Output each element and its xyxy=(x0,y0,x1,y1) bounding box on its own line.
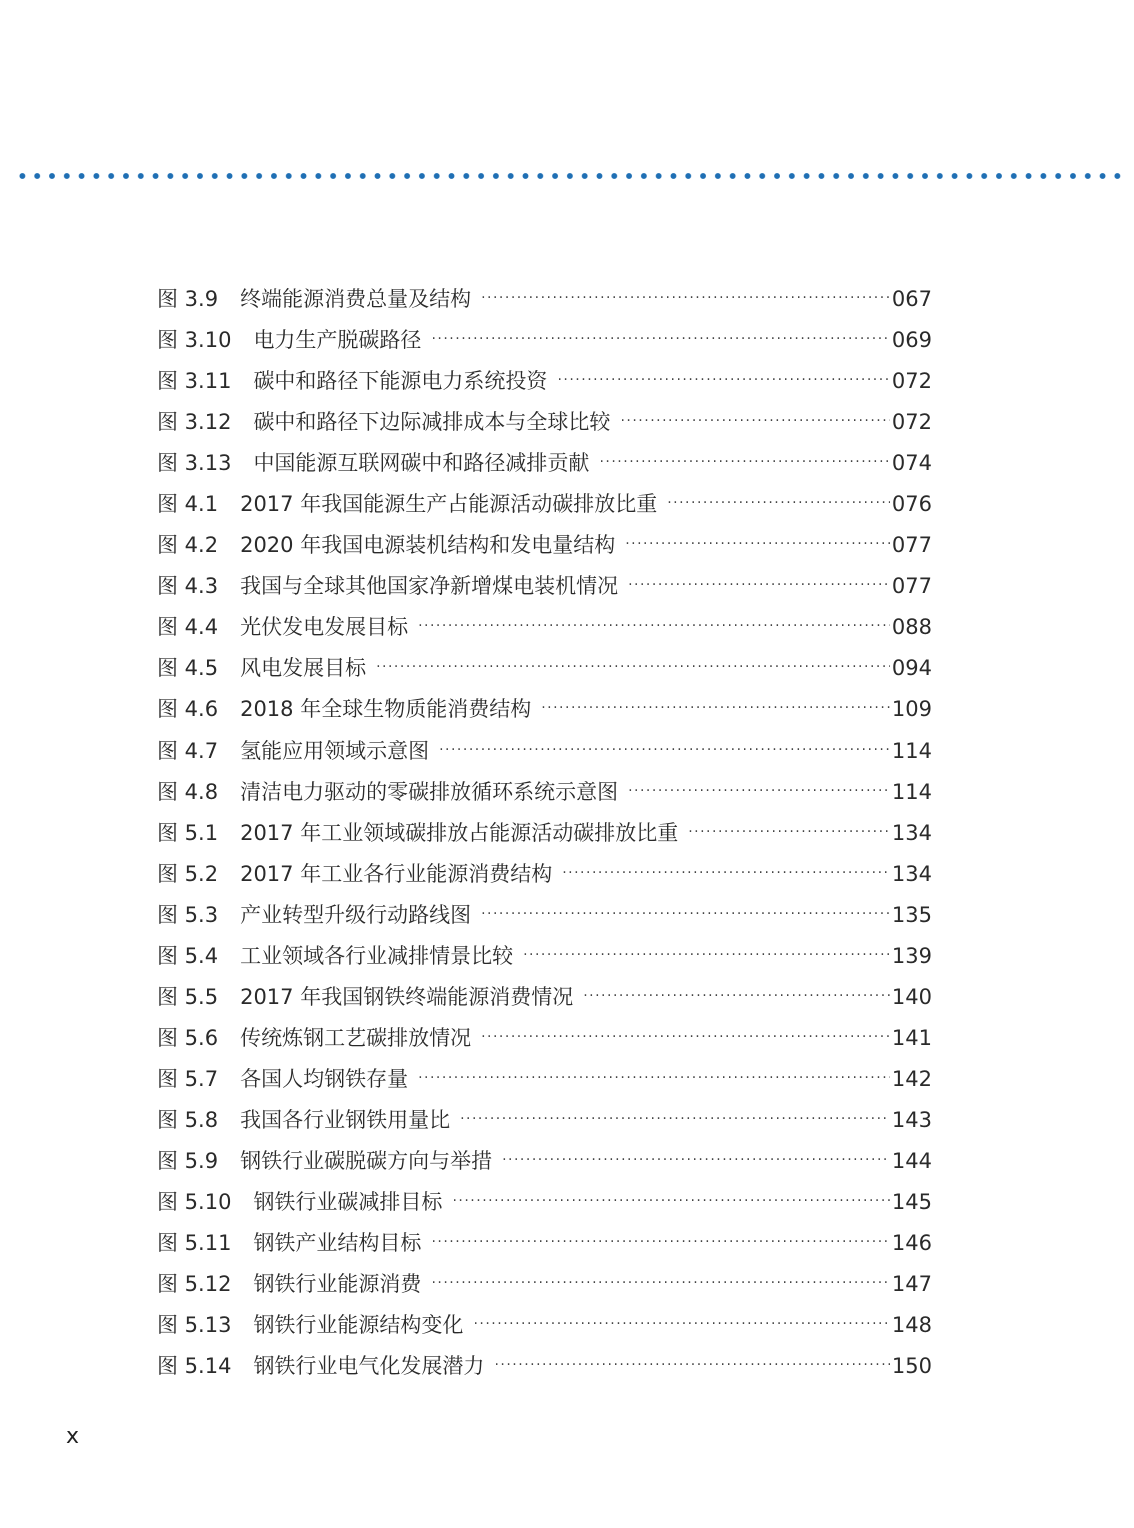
page-number: 146 xyxy=(891,1231,932,1256)
dot-leader xyxy=(376,647,890,688)
page-number: 143 xyxy=(891,1107,932,1132)
figure-title: 2017 年我国钢铁终端能源消费情况 xyxy=(240,984,574,1009)
page-folio: x xyxy=(66,1424,80,1449)
toc-entry[interactable] xyxy=(157,648,932,689)
page-number: 072 xyxy=(891,369,932,394)
figure-title: 氢能应用领域示意图 xyxy=(240,738,430,763)
page-number: 074 xyxy=(891,451,932,476)
figure-title: 钢铁行业碳脱碳方向与举措 xyxy=(240,1148,493,1173)
figure-number: 图 5.1 xyxy=(157,820,219,845)
dot-leader xyxy=(494,1345,889,1386)
figure-number: 图 3.13 xyxy=(157,451,232,476)
toc-entry[interactable] xyxy=(157,1059,932,1100)
figure-title: 风电发展目标 xyxy=(240,656,367,681)
dot-leader xyxy=(599,442,889,483)
figure-number: 图 5.8 xyxy=(157,1107,219,1132)
dot-leader xyxy=(431,1222,889,1263)
figure-number: 图 5.6 xyxy=(157,1025,219,1050)
figure-title: 产业转型升级行动路线图 xyxy=(240,902,472,927)
page-number: 077 xyxy=(891,533,932,558)
figure-number: 图 5.11 xyxy=(157,1231,232,1256)
figure-title: 各国人均钢铁存量 xyxy=(240,1066,409,1091)
figure-title: 碳中和路径下能源电力系统投资 xyxy=(253,369,548,394)
dot-leader xyxy=(557,360,889,401)
figure-number: 图 5.4 xyxy=(157,943,219,968)
figure-title: 清洁电力驱动的零碳排放循环系统示意图 xyxy=(240,779,619,804)
toc-entry[interactable] xyxy=(157,320,932,361)
toc-entry[interactable] xyxy=(157,895,932,936)
page-number: 141 xyxy=(891,1025,932,1050)
page-number: 145 xyxy=(891,1190,932,1215)
figure-title: 我国各行业钢铁用量比 xyxy=(240,1107,451,1132)
page-number: 139 xyxy=(891,943,932,968)
figure-title: 电力生产脱碳路径 xyxy=(253,328,422,353)
figure-title: 终端能源消费总量及结构 xyxy=(240,287,472,311)
dot-leader xyxy=(628,771,890,812)
dot-leader xyxy=(502,1140,890,1181)
dotted-header-rule xyxy=(15,172,1125,180)
figure-title: 2017 年工业领域碳排放占能源活动碳排放比重 xyxy=(240,820,679,845)
page-number: 109 xyxy=(891,697,932,722)
figure-title: 传统炼钢工艺碳排放情况 xyxy=(240,1025,472,1050)
dot-leader xyxy=(625,524,890,565)
figure-number: 图 5.12 xyxy=(157,1272,232,1297)
dot-leader xyxy=(418,1058,890,1099)
figure-title: 工业领域各行业减排情景比较 xyxy=(240,943,514,968)
page-number: 150 xyxy=(891,1354,932,1379)
page-number: 088 xyxy=(891,615,932,640)
dot-leader xyxy=(460,1099,890,1140)
figure-title: 2017 年我国能源生产占能源活动碳排放比重 xyxy=(240,492,658,517)
figure-number: 图 4.4 xyxy=(157,615,219,640)
toc-entry[interactable] xyxy=(157,566,932,607)
figure-number: 图 4.5 xyxy=(157,656,219,681)
dot-leader xyxy=(431,1263,889,1304)
dot-leader xyxy=(439,730,890,771)
figure-title: 钢铁行业能源消费 xyxy=(253,1272,422,1297)
toc-entry[interactable] xyxy=(157,402,932,443)
page-number: 077 xyxy=(891,574,932,599)
figure-number: 图 5.10 xyxy=(157,1190,232,1215)
dot-leader xyxy=(523,935,890,976)
toc-entry[interactable] xyxy=(157,813,932,854)
figure-number: 图 4.2 xyxy=(157,533,219,558)
figure-title: 钢铁行业碳减排目标 xyxy=(253,1190,443,1215)
figure-title: 碳中和路径下边际减排成本与全球比较 xyxy=(253,410,611,435)
figure-title: 2017 年工业各行业能源消费结构 xyxy=(240,861,553,886)
figure-number: 图 4.8 xyxy=(157,779,219,804)
toc-entry[interactable] xyxy=(157,1305,932,1346)
figure-number: 图 5.13 xyxy=(157,1313,232,1338)
page-number: 067 xyxy=(891,287,932,311)
figure-title: 钢铁产业结构目标 xyxy=(253,1231,422,1256)
figure-number: 图 5.5 xyxy=(157,984,219,1009)
page-number: 134 xyxy=(891,820,932,845)
toc-entry[interactable] xyxy=(157,525,932,566)
dot-leader xyxy=(688,812,890,853)
dot-leader xyxy=(620,401,889,442)
dot-leader xyxy=(418,606,890,647)
figure-number: 图 3.11 xyxy=(157,369,232,394)
figure-number: 图 5.3 xyxy=(157,902,219,927)
toc-entry[interactable] xyxy=(157,1182,932,1223)
toc-entry[interactable] xyxy=(157,772,932,813)
figure-title: 中国能源互联网碳中和路径减排贡献 xyxy=(253,451,590,476)
figure-title: 我国与全球其他国家净新增煤电装机情况 xyxy=(240,574,619,599)
figure-number: 图 5.7 xyxy=(157,1066,219,1091)
page-number: 069 xyxy=(891,328,932,353)
figure-title: 钢铁行业电气化发展潜力 xyxy=(253,1354,485,1379)
dot-leader xyxy=(667,483,890,524)
toc-entry[interactable] xyxy=(157,484,932,525)
figure-number: 图 5.14 xyxy=(157,1354,232,1379)
page-number: 148 xyxy=(891,1313,932,1338)
dot-leader xyxy=(628,565,890,606)
toc-entry[interactable] xyxy=(157,1141,932,1182)
toc-entry[interactable] xyxy=(157,1100,932,1141)
dot-leader xyxy=(473,1304,889,1345)
figure-number: 图 5.2 xyxy=(157,861,219,886)
toc-entry[interactable] xyxy=(157,443,932,484)
page-number: 134 xyxy=(891,861,932,886)
figure-number: 图 5.9 xyxy=(157,1148,219,1173)
page-number: 142 xyxy=(891,1066,932,1091)
figure-title: 钢铁行业能源结构变化 xyxy=(253,1313,464,1338)
figure-number: 图 3.12 xyxy=(157,410,232,435)
dot-leader xyxy=(541,688,890,729)
figure-number: 图 4.1 xyxy=(157,492,219,517)
page-number: 114 xyxy=(891,779,932,804)
page-number: 144 xyxy=(891,1148,932,1173)
page-number: 094 xyxy=(891,656,932,681)
toc-entry[interactable] xyxy=(157,1018,932,1059)
figure-list-of-contents xyxy=(157,279,932,1387)
figure-number: 图 3.10 xyxy=(157,328,232,353)
figure-number: 图 4.7 xyxy=(157,738,219,763)
toc-entry[interactable] xyxy=(157,977,932,1018)
toc-entry[interactable] xyxy=(157,607,932,648)
figure-title: 2018 年全球生物质能消费结构 xyxy=(240,697,532,722)
page-number: 147 xyxy=(891,1272,932,1297)
toc-entry[interactable] xyxy=(157,854,932,895)
figure-title: 2020 年我国电源装机结构和发电量结构 xyxy=(240,533,616,558)
figure-number: 图 4.6 xyxy=(157,697,219,722)
figure-number: 图 3.9 xyxy=(157,287,219,311)
page-number: 114 xyxy=(891,738,932,763)
page-number: 140 xyxy=(891,984,932,1009)
toc-entry[interactable] xyxy=(157,1346,932,1387)
dot-leader xyxy=(481,894,890,935)
figure-title: 光伏发电发展目标 xyxy=(240,615,409,640)
toc-entry[interactable] xyxy=(157,1223,932,1264)
page-number: 076 xyxy=(891,492,932,517)
dot-leader xyxy=(562,853,890,894)
page-number: 072 xyxy=(891,410,932,435)
dot-leader xyxy=(481,1017,890,1058)
toc-entry[interactable] xyxy=(157,731,932,772)
dot-leader xyxy=(481,278,890,319)
dot-leader xyxy=(452,1181,889,1222)
toc-entry[interactable] xyxy=(157,936,932,977)
dot-leader xyxy=(583,976,890,1017)
toc-entry[interactable] xyxy=(157,689,932,730)
toc-entry[interactable] xyxy=(157,1264,932,1305)
toc-entry[interactable] xyxy=(157,361,932,402)
toc-entry[interactable] xyxy=(157,279,932,320)
figure-number: 图 4.3 xyxy=(157,574,219,599)
page-number: 135 xyxy=(891,902,932,927)
dot-leader xyxy=(431,319,889,360)
